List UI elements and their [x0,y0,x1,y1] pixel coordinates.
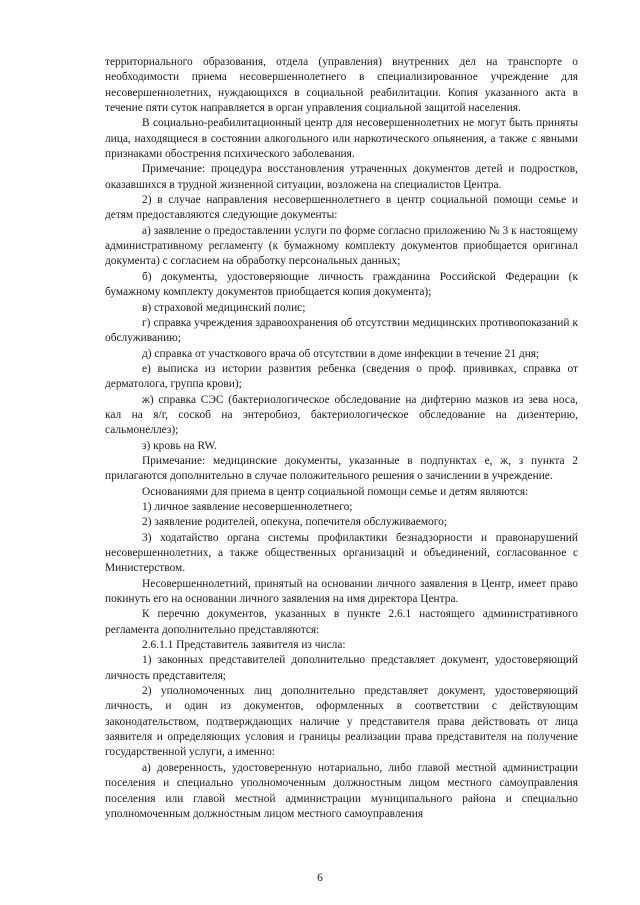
list-item: а) доверенность, удостоверенную нотариально, либо главой местной администрации поселения и специально уполномоченным должностным лицом местного самоуправления поселения или главой местной администрации муниципального района и специально уполномоченным должностным лицом местного самоуправления [105,761,578,820]
list-item: ж) справка СЭС (бактериологическое обследование на дифтерию мазков из зева носа, кал на я/г, соскоб на энтеробиоз, бактериологическое обследование на дизентерию, сальмонеллез); [105,393,578,437]
list-item: 1) личное заявление несовершеннолетнего; [142,500,353,513]
list-item: з) кровь на RW. [142,439,218,452]
page-number: 6 [317,872,323,884]
paragraph: В социально-реабилитационный центр для несовершеннолетних не могут быть приняты лица, находящиеся в состоянии алкогольного или наркотического опьянения, а также с явными признаками обострения психического заболевания. [105,117,578,161]
list-item: в) страховой медицинский полис; [142,301,306,314]
list-item: б) документы, удостоверяющие личность гражданина Российской Федерации (к бумажному комплекту документов приобщается копия документа); [105,270,578,299]
paragraph: Примечание: медицинские документы, указанные в подпунктах е, ж, з пункта 2 прилагаются дополнительно в случае положительного решения о зачислении в учреждение. [105,454,578,483]
body-text [105,55,578,822]
list-item: 1) законных представителей дополнительно представляет документ, удостоверяющий личность представителя; [105,654,578,682]
list-item: а) заявление о предоставлении услуги по форме согласно приложению № 3 к настоящему административному регламенту (к бумажному комплекту документов приобщается оригинал документа) с согласием на обработку персональных данных; [105,224,578,268]
paragraph: Несовершеннолетний, принятый на основании личного заявления в Центр, имеет право покинуть его на основании личного заявления на имя директора Центра. [105,577,578,606]
list-item: е) выписка из истории развития ребенка (сведения о проф. прививках, справка от дерматолога, группа крови); [105,362,578,391]
list-item: 3) ходатайство органа системы профилактики безнадзорности и правонарушений несовершеннолетних, а также общественных организаций и объединений, согласованное с Министерством. [105,531,578,575]
paragraph: территориального образования, отдела (управления) внутренних дел на транспорте о необходимости приема несовершеннолетнего в специализированное учреждение для несовершеннолетних, нуждающихся в социальной реабилитации. Копия указанного акта в течение пяти суток направляется в орган управления социальной защитой населения. [105,56,578,115]
list-item: 2) уполномоченных лиц дополнительно представляет документ, удостоверяющий личность, и один из документов, оформленных в соответствии с действующим законодательством, подтверждающих наличие у представителя права действовать от лица заявителя и определяющих условия и границы реализации права представителя на получение государственной услуги, а именно: [105,685,578,759]
paragraph: 2.6.1.1 Представитель заявителя из числа: [142,639,346,652]
paragraph: Примечание: процедура восстановления утраченных документов детей и подростков, оказавшихся в трудной жизненной ситуации, возложена на специалистов Центра. [105,163,578,191]
paragraph: Основаниями для приема в центр социальной помощи семье и детям являются: [142,485,529,498]
list-item: г) справка учреждения здравоохранения об отсутствии медицинских противопоказаний к обслуживанию; [105,316,578,345]
paragraph: 2) в случае направления несовершеннолетнего в центр социальной помощи семье и детям предоставляются следующие документы: [105,194,578,222]
paragraph: К перечню документов, указанных в пункте 2.6.1 настоящего административного регламента дополнительно представляются: [105,608,578,636]
list-item: д) справка от участкового врача об отсутствии в доме инфекции в течение 21 дня; [142,347,540,360]
list-item: 2) заявление родителей, опекуна, попечителя обслуживаемого; [142,516,447,529]
